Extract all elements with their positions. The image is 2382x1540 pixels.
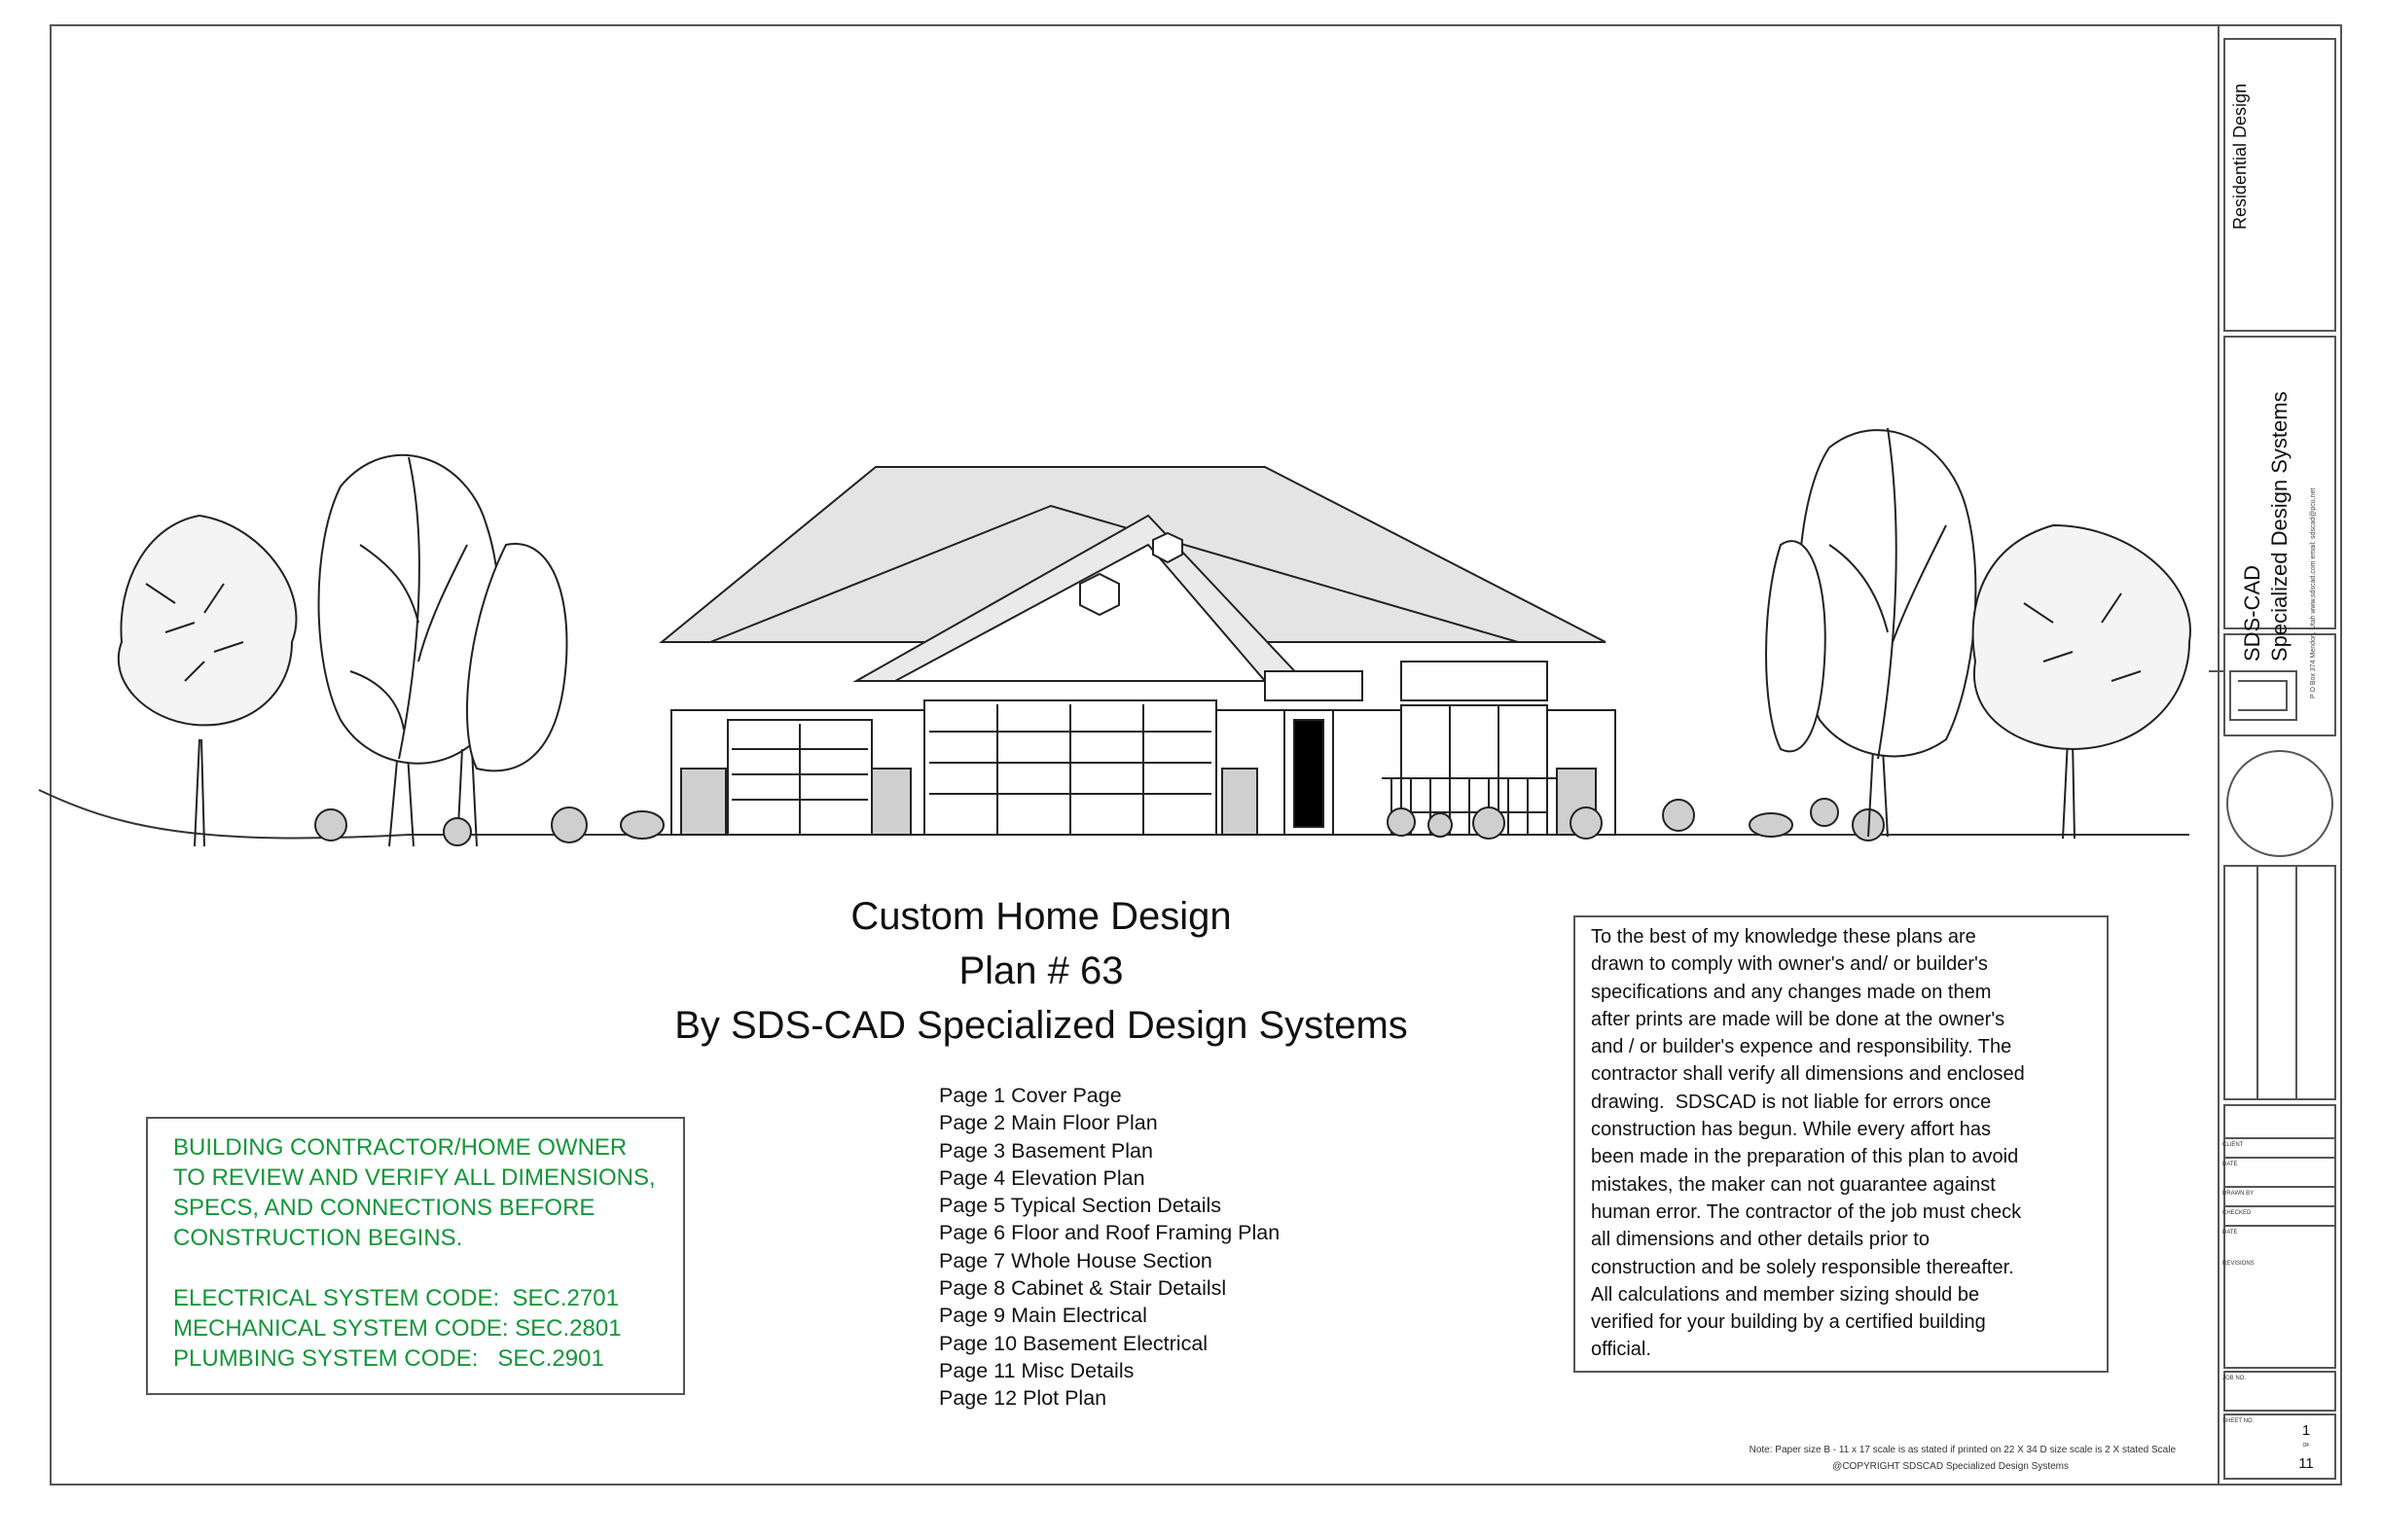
disclaimer-line: and / or builder's expence and responsibility. The xyxy=(1591,1036,2012,1058)
disclaimer-line: drawing. SDSCAD is not liable for errors once xyxy=(1591,1091,1992,1113)
left-shrubs xyxy=(315,807,664,845)
page-list-item: Page 7 Whole House Section xyxy=(939,1248,1212,1272)
notice-line: CONSTRUCTION BEGINS. xyxy=(173,1225,463,1251)
code-line: PLUMBING SYSTEM CODE: SEC.2901 xyxy=(173,1345,604,1372)
disclaimer-line: contractor shall verify all dimensions and enclosed xyxy=(1591,1063,2025,1086)
contractor-notice-box xyxy=(146,1117,685,1395)
drawn-by-field-label: DRAWN BY xyxy=(2222,1191,2255,1197)
page-list-item: Page 5 Typical Section Details xyxy=(939,1194,1222,1218)
sheet-number-field-label: SHEET NO. xyxy=(2222,1418,2255,1424)
checked-field-label: CHECKED xyxy=(2222,1210,2252,1216)
disclaimer-box xyxy=(1573,915,2109,1373)
project-type-label: Residential Design xyxy=(2230,83,2250,230)
disclaimer-line: all dimensions and other details prior to xyxy=(1591,1229,1930,1251)
disclaimer-line: drawn to comply with owner's and/ or builder's xyxy=(1591,953,1988,976)
job-number-field-label: JOB NO. xyxy=(2222,1376,2247,1381)
disclaimer-line: after prints are made will be done at the owner's xyxy=(1591,1008,2005,1030)
page-list-item: Page 1 Cover Page xyxy=(939,1084,1122,1107)
notice-line: TO REVIEW AND VERIFY ALL DIMENSIONS, xyxy=(173,1164,656,1191)
disclaimer-line: All calculations and member sizing should be xyxy=(1591,1283,1980,1306)
disclaimer-line: been made in the preparation of this plan to avoid xyxy=(1591,1146,2019,1168)
company-full-name: Specialized Design Systems xyxy=(2267,391,2292,662)
sheet-number: 1 xyxy=(2301,1422,2311,1439)
page-list-item: Page 3 Basement Plan xyxy=(939,1138,1153,1163)
page-list-item: Page 10 Basement Electrical xyxy=(939,1331,1209,1355)
left-large-tree xyxy=(319,455,567,846)
date-field-label: DATE xyxy=(2222,1230,2238,1236)
company-short-name: SDS-CAD xyxy=(2240,564,2264,662)
footer-notes xyxy=(1750,1442,2176,1475)
disclaimer-line: human error. The contractor of the job must check xyxy=(1591,1200,2022,1223)
disclaimer-line: mistakes, the maker can not guarantee against xyxy=(1591,1173,1996,1196)
disclaimer-line: verified for your building by a certified building xyxy=(1591,1311,1986,1334)
page-list-item: Page 6 Floor and Roof Framing Plan xyxy=(939,1221,1281,1245)
date-field-label: DATE xyxy=(2222,1162,2238,1167)
page-list-item: Page 11 Misc Details xyxy=(939,1358,1135,1382)
title-line-1: Custom Home Design xyxy=(850,895,1232,938)
page-list-item: Page 8 Cabinet & Stair Detailsl xyxy=(939,1276,1227,1301)
paper-size-note: Note: Paper size B - 11 x 17 scale is as stated if printed on 22 X 34 D size scale is 2 X stated Scale xyxy=(1749,1445,2176,1455)
revisions-field-label: REVISIONS xyxy=(2222,1261,2255,1267)
disclaimer-line: construction and be solely responsible thereafter. xyxy=(1591,1256,2014,1278)
sheet-total: 11 xyxy=(2298,1455,2314,1472)
left-small-tree xyxy=(119,516,297,846)
disclaimer-line: official. xyxy=(1591,1339,1651,1361)
notice-line: BUILDING CONTRACTOR/HOME OWNER xyxy=(173,1134,628,1161)
right-small-tree xyxy=(1973,525,2190,839)
page-index-list xyxy=(939,1082,1280,1413)
company-address: P O Box 374 Mendon, Utah www.sdscad.com email: sdscad@pcu.net xyxy=(2310,487,2317,698)
code-line: ELECTRICAL SYSTEM CODE: SEC.2701 xyxy=(173,1285,619,1311)
client-field-label: CLIENT xyxy=(2222,1142,2244,1148)
page-list-item: Page 9 Main Electrical xyxy=(939,1304,1147,1328)
page-list-item: Page 12 Plot Plan xyxy=(939,1386,1107,1411)
title-line-2: Plan # 63 xyxy=(958,949,1124,992)
sheet-of-label: OF xyxy=(2302,1443,2310,1449)
page-list-item: Page 2 Main Floor Plan xyxy=(939,1111,1158,1135)
disclaimer-line: specifications and any changes made on them xyxy=(1591,981,1992,1003)
disclaimer-line: construction has begun. While every affort has xyxy=(1591,1119,1991,1141)
disclaimer-line: To the best of my knowledge these plans are xyxy=(1591,926,1976,948)
copyright-note: @COPYRIGHT SDSCAD Specialized Design Systems xyxy=(1832,1461,2069,1472)
page-list-item: Page 4 Elevation Plan xyxy=(939,1165,1145,1190)
right-large-tree xyxy=(1766,428,1975,837)
title-line-3: By SDS-CAD Specialized Design Systems xyxy=(674,1004,1408,1047)
code-line: MECHANICAL SYSTEM CODE: SEC.2801 xyxy=(173,1315,622,1342)
house-elevation xyxy=(662,467,1615,835)
notice-line: SPECS, AND CONNECTIONS BEFORE xyxy=(173,1195,596,1221)
